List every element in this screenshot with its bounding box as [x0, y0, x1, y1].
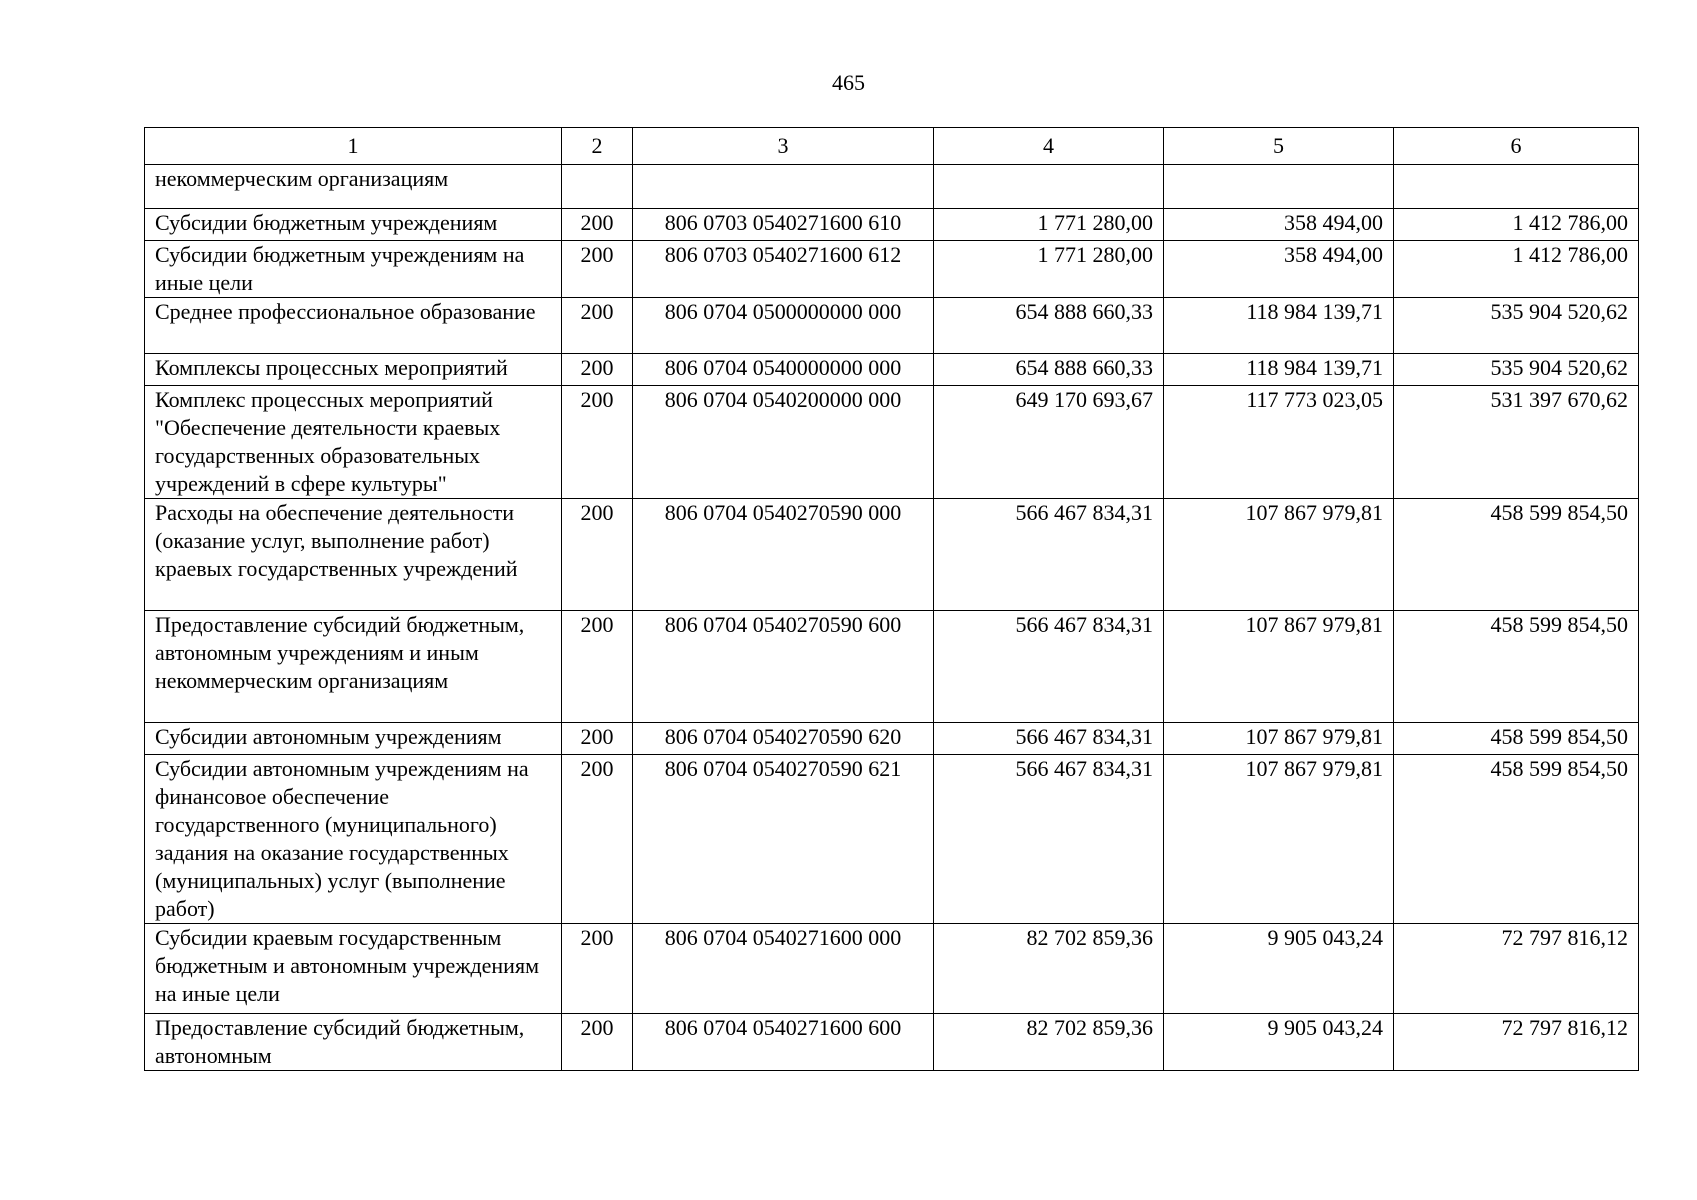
table-row: [145, 924, 1639, 1014]
row-value5-cell: 107 867 979,81: [1164, 499, 1394, 611]
row-code-cell: 806 0703 0540271600 612: [633, 241, 934, 298]
row-code-cell: 806 0704 0540270590 621: [633, 755, 934, 924]
row-name-cell: некоммерческим организациям: [145, 165, 562, 209]
header-cell-3: 3: [633, 128, 934, 165]
row-value6-cell: 72 797 816,12: [1394, 1014, 1639, 1071]
table-row: [145, 611, 1639, 723]
header-cell-4: 4: [934, 128, 1164, 165]
row-value4-cell: [934, 165, 1164, 209]
row-value4-cell: 654 888 660,33: [934, 354, 1164, 386]
row-value6-cell: 458 599 854,50: [1394, 755, 1639, 924]
row-value6-cell: 1 412 786,00: [1394, 209, 1639, 241]
row-value4-cell: 566 467 834,31: [934, 723, 1164, 755]
table-row: [145, 755, 1639, 924]
table-row: [145, 209, 1639, 241]
row-value4-cell: 1 771 280,00: [934, 209, 1164, 241]
header-cell-5: 5: [1164, 128, 1394, 165]
row-column2-cell: 200: [562, 924, 633, 1014]
row-name-cell: Расходы на обеспечение деятельности (оказание услуг, выполнение работ) краевых государственных учреждений: [145, 499, 562, 611]
row-column2-cell: 200: [562, 354, 633, 386]
table-row: [145, 354, 1639, 386]
table-row: [145, 499, 1639, 611]
row-value4-cell: 566 467 834,31: [934, 611, 1164, 723]
row-value5-cell: 118 984 139,71: [1164, 298, 1394, 354]
row-code-cell: 806 0703 0540271600 610: [633, 209, 934, 241]
header-cell-1: 1: [145, 128, 562, 165]
row-column2-cell: 200: [562, 298, 633, 354]
row-column2-cell: 200: [562, 499, 633, 611]
row-value4-cell: 649 170 693,67: [934, 386, 1164, 499]
row-code-cell: 806 0704 0540271600 600: [633, 1014, 934, 1071]
row-value5-cell: 358 494,00: [1164, 241, 1394, 298]
row-value4-cell: 566 467 834,31: [934, 755, 1164, 924]
row-value5-cell: 358 494,00: [1164, 209, 1394, 241]
row-name-cell: Субсидии автономным учреждениям: [145, 723, 562, 755]
table-header-row: [145, 128, 1639, 165]
row-name-cell: Комплекс процессных мероприятий "Обеспечение деятельности краевых государственных образовательных учреждений в сфере культуры": [145, 386, 562, 499]
row-value5-cell: 107 867 979,81: [1164, 755, 1394, 924]
row-value6-cell: 458 599 854,50: [1394, 499, 1639, 611]
row-value6-cell: [1394, 165, 1639, 209]
row-column2-cell: 200: [562, 611, 633, 723]
table-body: [145, 165, 1639, 1071]
row-code-cell: 806 0704 0540270590 620: [633, 723, 934, 755]
row-code-cell: 806 0704 0540200000 000: [633, 386, 934, 499]
header-cell-6: 6: [1394, 128, 1639, 165]
row-name-cell: Субсидии бюджетным учреждениям: [145, 209, 562, 241]
row-value5-cell: 9 905 043,24: [1164, 924, 1394, 1014]
budget-table: [144, 127, 1639, 1071]
row-name-cell: Субсидии бюджетным учреждениям на иные цели: [145, 241, 562, 298]
row-column2-cell: [562, 165, 633, 209]
row-code-cell: 806 0704 0540000000 000: [633, 354, 934, 386]
row-value4-cell: 82 702 859,36: [934, 924, 1164, 1014]
row-value4-cell: 566 467 834,31: [934, 499, 1164, 611]
row-column2-cell: 200: [562, 386, 633, 499]
row-name-cell: Предоставление субсидий бюджетным, автономным учреждениям и иным некоммерческим организациям: [145, 611, 562, 723]
row-code-cell: 806 0704 0540270590 000: [633, 499, 934, 611]
row-value5-cell: [1164, 165, 1394, 209]
row-value4-cell: 82 702 859,36: [934, 1014, 1164, 1071]
table-row: [145, 298, 1639, 354]
row-value5-cell: 117 773 023,05: [1164, 386, 1394, 499]
row-value6-cell: 535 904 520,62: [1394, 354, 1639, 386]
header-cell-2: 2: [562, 128, 633, 165]
row-value5-cell: 107 867 979,81: [1164, 611, 1394, 723]
row-value4-cell: 654 888 660,33: [934, 298, 1164, 354]
row-value5-cell: 118 984 139,71: [1164, 354, 1394, 386]
row-name-cell: Субсидии краевым государственным бюджетным и автономным учреждениям на иные цели: [145, 924, 562, 1014]
row-name-cell: Среднее профессиональное образование: [145, 298, 562, 354]
row-column2-cell: 200: [562, 723, 633, 755]
row-value6-cell: 72 797 816,12: [1394, 924, 1639, 1014]
row-column2-cell: 200: [562, 1014, 633, 1071]
row-value5-cell: 9 905 043,24: [1164, 1014, 1394, 1071]
row-value6-cell: 531 397 670,62: [1394, 386, 1639, 499]
row-column2-cell: 200: [562, 209, 633, 241]
row-code-cell: 806 0704 0540271600 000: [633, 924, 934, 1014]
row-column2-cell: 200: [562, 755, 633, 924]
page-number: 465: [832, 70, 865, 95]
table-row: [145, 723, 1639, 755]
table-row: [145, 165, 1639, 209]
row-value5-cell: 107 867 979,81: [1164, 723, 1394, 755]
row-code-cell: [633, 165, 934, 209]
row-name-cell: Субсидии автономным учреждениям на финансовое обеспечение государственного (муниципального) задания на оказание государственных (муниципальных) услуг (выполнение работ): [145, 755, 562, 924]
row-value6-cell: 535 904 520,62: [1394, 298, 1639, 354]
row-column2-cell: 200: [562, 241, 633, 298]
table-row: [145, 241, 1639, 298]
row-value4-cell: 1 771 280,00: [934, 241, 1164, 298]
row-code-cell: 806 0704 0500000000 000: [633, 298, 934, 354]
row-value6-cell: 458 599 854,50: [1394, 723, 1639, 755]
row-name-cell: Предоставление субсидий бюджетным, автономным: [145, 1014, 562, 1071]
row-value6-cell: 1 412 786,00: [1394, 241, 1639, 298]
row-value6-cell: 458 599 854,50: [1394, 611, 1639, 723]
row-code-cell: 806 0704 0540270590 600: [633, 611, 934, 723]
row-name-cell: Комплексы процессных мероприятий: [145, 354, 562, 386]
table-row: [145, 386, 1639, 499]
table-row: [145, 1014, 1639, 1071]
